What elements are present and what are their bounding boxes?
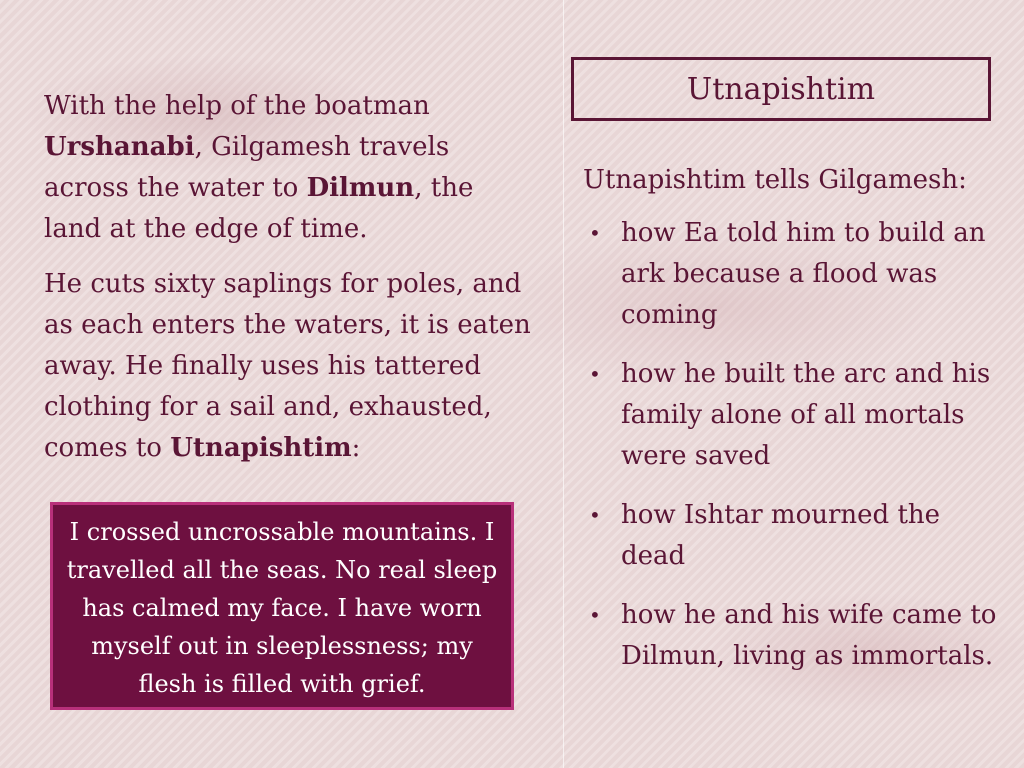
list-item [583, 495, 1008, 577]
bullet-icon: • [589, 362, 601, 386]
name-dilmun: Dilmun [306, 173, 415, 203]
name-urshanabi: Urshanabi [44, 132, 195, 162]
text-segment: , Gilgamesh travels across the water to [44, 132, 450, 203]
list-item [583, 595, 1008, 677]
quote-box [50, 502, 514, 710]
bullet-icon: • [589, 603, 601, 627]
quote-text: I crossed uncrossable mountains. I travelled all the seas. No real sleep has calmed my face. I have worn myself out in sleeplessness; my flesh is filled with grief. [66, 518, 498, 698]
list-item-text: how Ishtar mourned the dead [621, 500, 941, 571]
left-column [44, 86, 534, 483]
list-item [583, 354, 1008, 477]
list-item-text: how he and his wife came to Dilmun, living as immortals. [621, 600, 997, 671]
name-utnapishtim: Utnapishtim [170, 433, 352, 463]
narrative-paragraph-2 [44, 264, 534, 469]
text-segment: , the land at the edge of time. [44, 173, 474, 244]
intro-text: Utnapishtim tells Gilgamesh: [583, 165, 967, 195]
bullet-list [583, 213, 1008, 677]
list-item-text: how Ea told him to build an ark because a flood was coming [621, 218, 986, 330]
section-title: Utnapishtim [686, 71, 876, 107]
text-segment: : [351, 433, 361, 463]
narrative-paragraph-1 [44, 86, 534, 250]
text-segment: He cuts sixty saplings for poles, and as each enters the waters, it is eaten away. He finally uses his tattered clothing for a sail and, exhausted, comes to [44, 269, 531, 463]
column-divider [563, 0, 564, 768]
list-item [583, 213, 1008, 336]
bullet-icon: • [589, 221, 601, 245]
title-box [571, 57, 991, 121]
right-column [583, 160, 1008, 695]
text-segment: With the help of the boatman [44, 91, 430, 121]
bullet-icon: • [589, 503, 601, 527]
list-item-text: how he built the arc and his family alone of all mortals were saved [621, 359, 991, 471]
